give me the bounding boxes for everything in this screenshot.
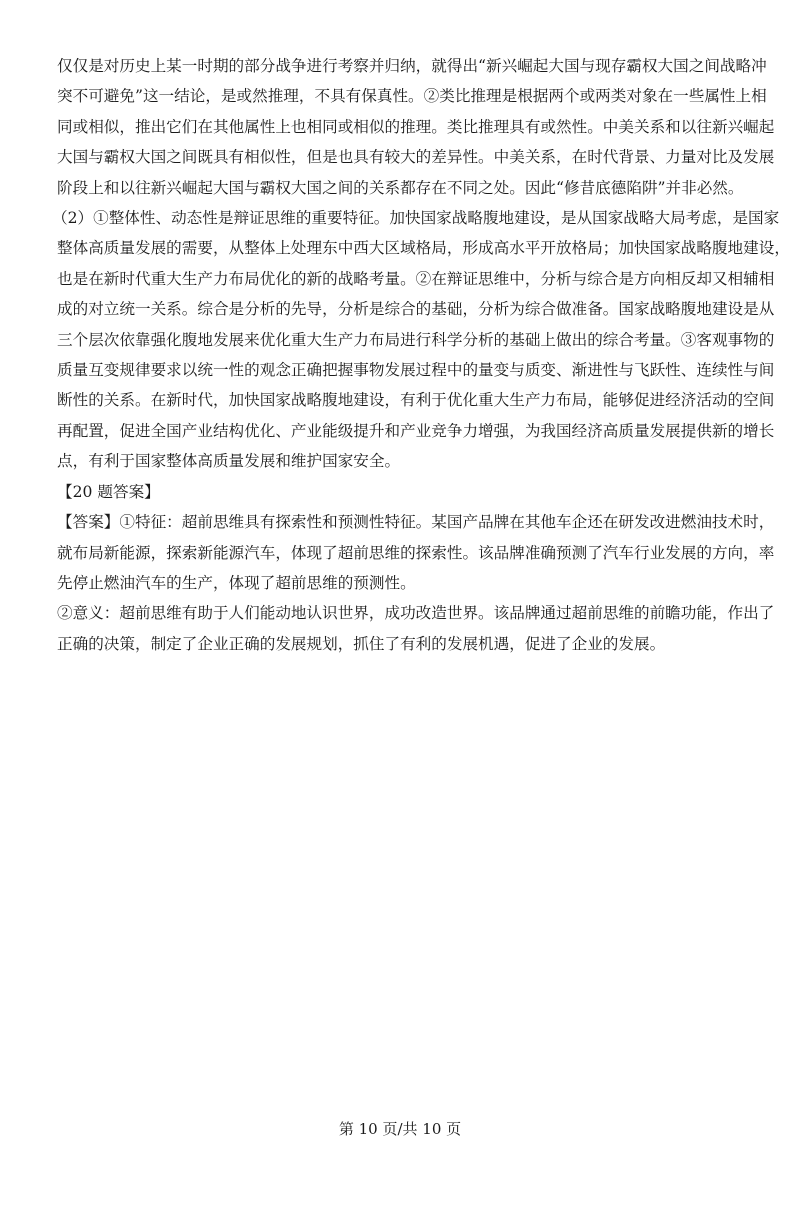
text-line: 整体高质量发展的需要，从整体上处理东中西大区域格局，形成高水平开放格局；加快国家战略腹地建设， [57,239,790,258]
section-heading: 【20 题答案】 [57,482,160,501]
paragraph-continuation [57,51,775,203]
text-line: 正确的决策，制定了企业正确的发展规划，抓住了有利的发展机遇，促进了企业的发展。 [57,634,666,653]
text-line: 断性的关系。在新时代，加快国家战略腹地建设，有利于优化重大生产力布局，能够促进经济活动的空间 [57,391,775,410]
text-line: 先停止燃油汽车的生产，体现了超前思维的预测性。 [57,573,416,592]
text-line: 突不可避免”这一结论，是或然推理，不具有保真性。②类比推理是根据两个或两类对象在一些属性上相 [57,87,767,106]
section-heading-q20 [57,477,757,507]
text-line: 点，有利于国家整体高质量发展和维护国家安全。 [57,452,401,471]
document-body [52,51,790,659]
text-line: 就布局新能源，探索新能源汽车，体现了超前思维的探索性。该品牌准确预测了汽车行业发展的方向，率 [57,543,775,562]
page-number: 第 10 页/共 10 页 [338,1120,462,1138]
paragraph-answer-part-2 [52,203,790,477]
text-line: （2）①整体性、动态性是辩证思维的重要特征。加快国家战略腹地建设，是从国家战略大局考虑，是国家 [52,209,780,228]
text-line: 也是在新时代重大生产力布局优化的新的战略考量。②在辩证思维中，分析与综合是方向相反却又相辅相 [57,269,775,288]
text-line: 【答案】①特征：超前思维具有探索性和预测性特征。某国产品牌在其他车企还在研发改进燃油技术时， [57,513,775,532]
text-line: 成的对立统一关系。综合是分析的先导，分析是综合的基础，分析为综合做准备。国家战略腹地建设是从 [57,300,775,319]
text-line: 仅仅是对历史上某一时期的部分战争进行考察并归纳，就得出“新兴崛起大国与现存霸权大国之间战略冲 [57,57,767,75]
text-line: 三个层次依靠强化腹地发展来优化重大生产力布局进行科学分析的基础上做出的综合考量。③客观事物的 [57,330,775,349]
text-line: 阶段上和以往新兴崛起大国与霸权大国之间的关系都存在不同之处。因此“修昔底德陷阱”并非必然。 [57,178,744,197]
text-line: ②意义：超前思维有助于人们能动地认识世界，成功改造世界。该品牌通过超前思维的前瞻功能，作出了 [57,604,775,623]
text-line: 质量互变规律要求以统一性的观念正确把握事物发展过程中的量变与质变、渐进性与飞跃性、连续性与间 [57,361,775,380]
paragraph-answer-q20-significance [57,598,775,659]
text-line: 大国与霸权大国之间既具有相似性，但是也具有较大的差异性。中美关系，在时代背景、力量对比及发展 [57,148,775,167]
paragraph-answer-q20-feature [57,507,775,598]
text-line: 同或相似，推出它们在其他属性上也相同或相似的推理。类比推理具有或然性。中美关系和以往新兴崛起 [57,117,775,136]
text-line: 再配置，促进全国产业结构优化、产业能级提升和产业竞争力增强，为我国经济高质量发展提供新的增长 [57,421,775,440]
